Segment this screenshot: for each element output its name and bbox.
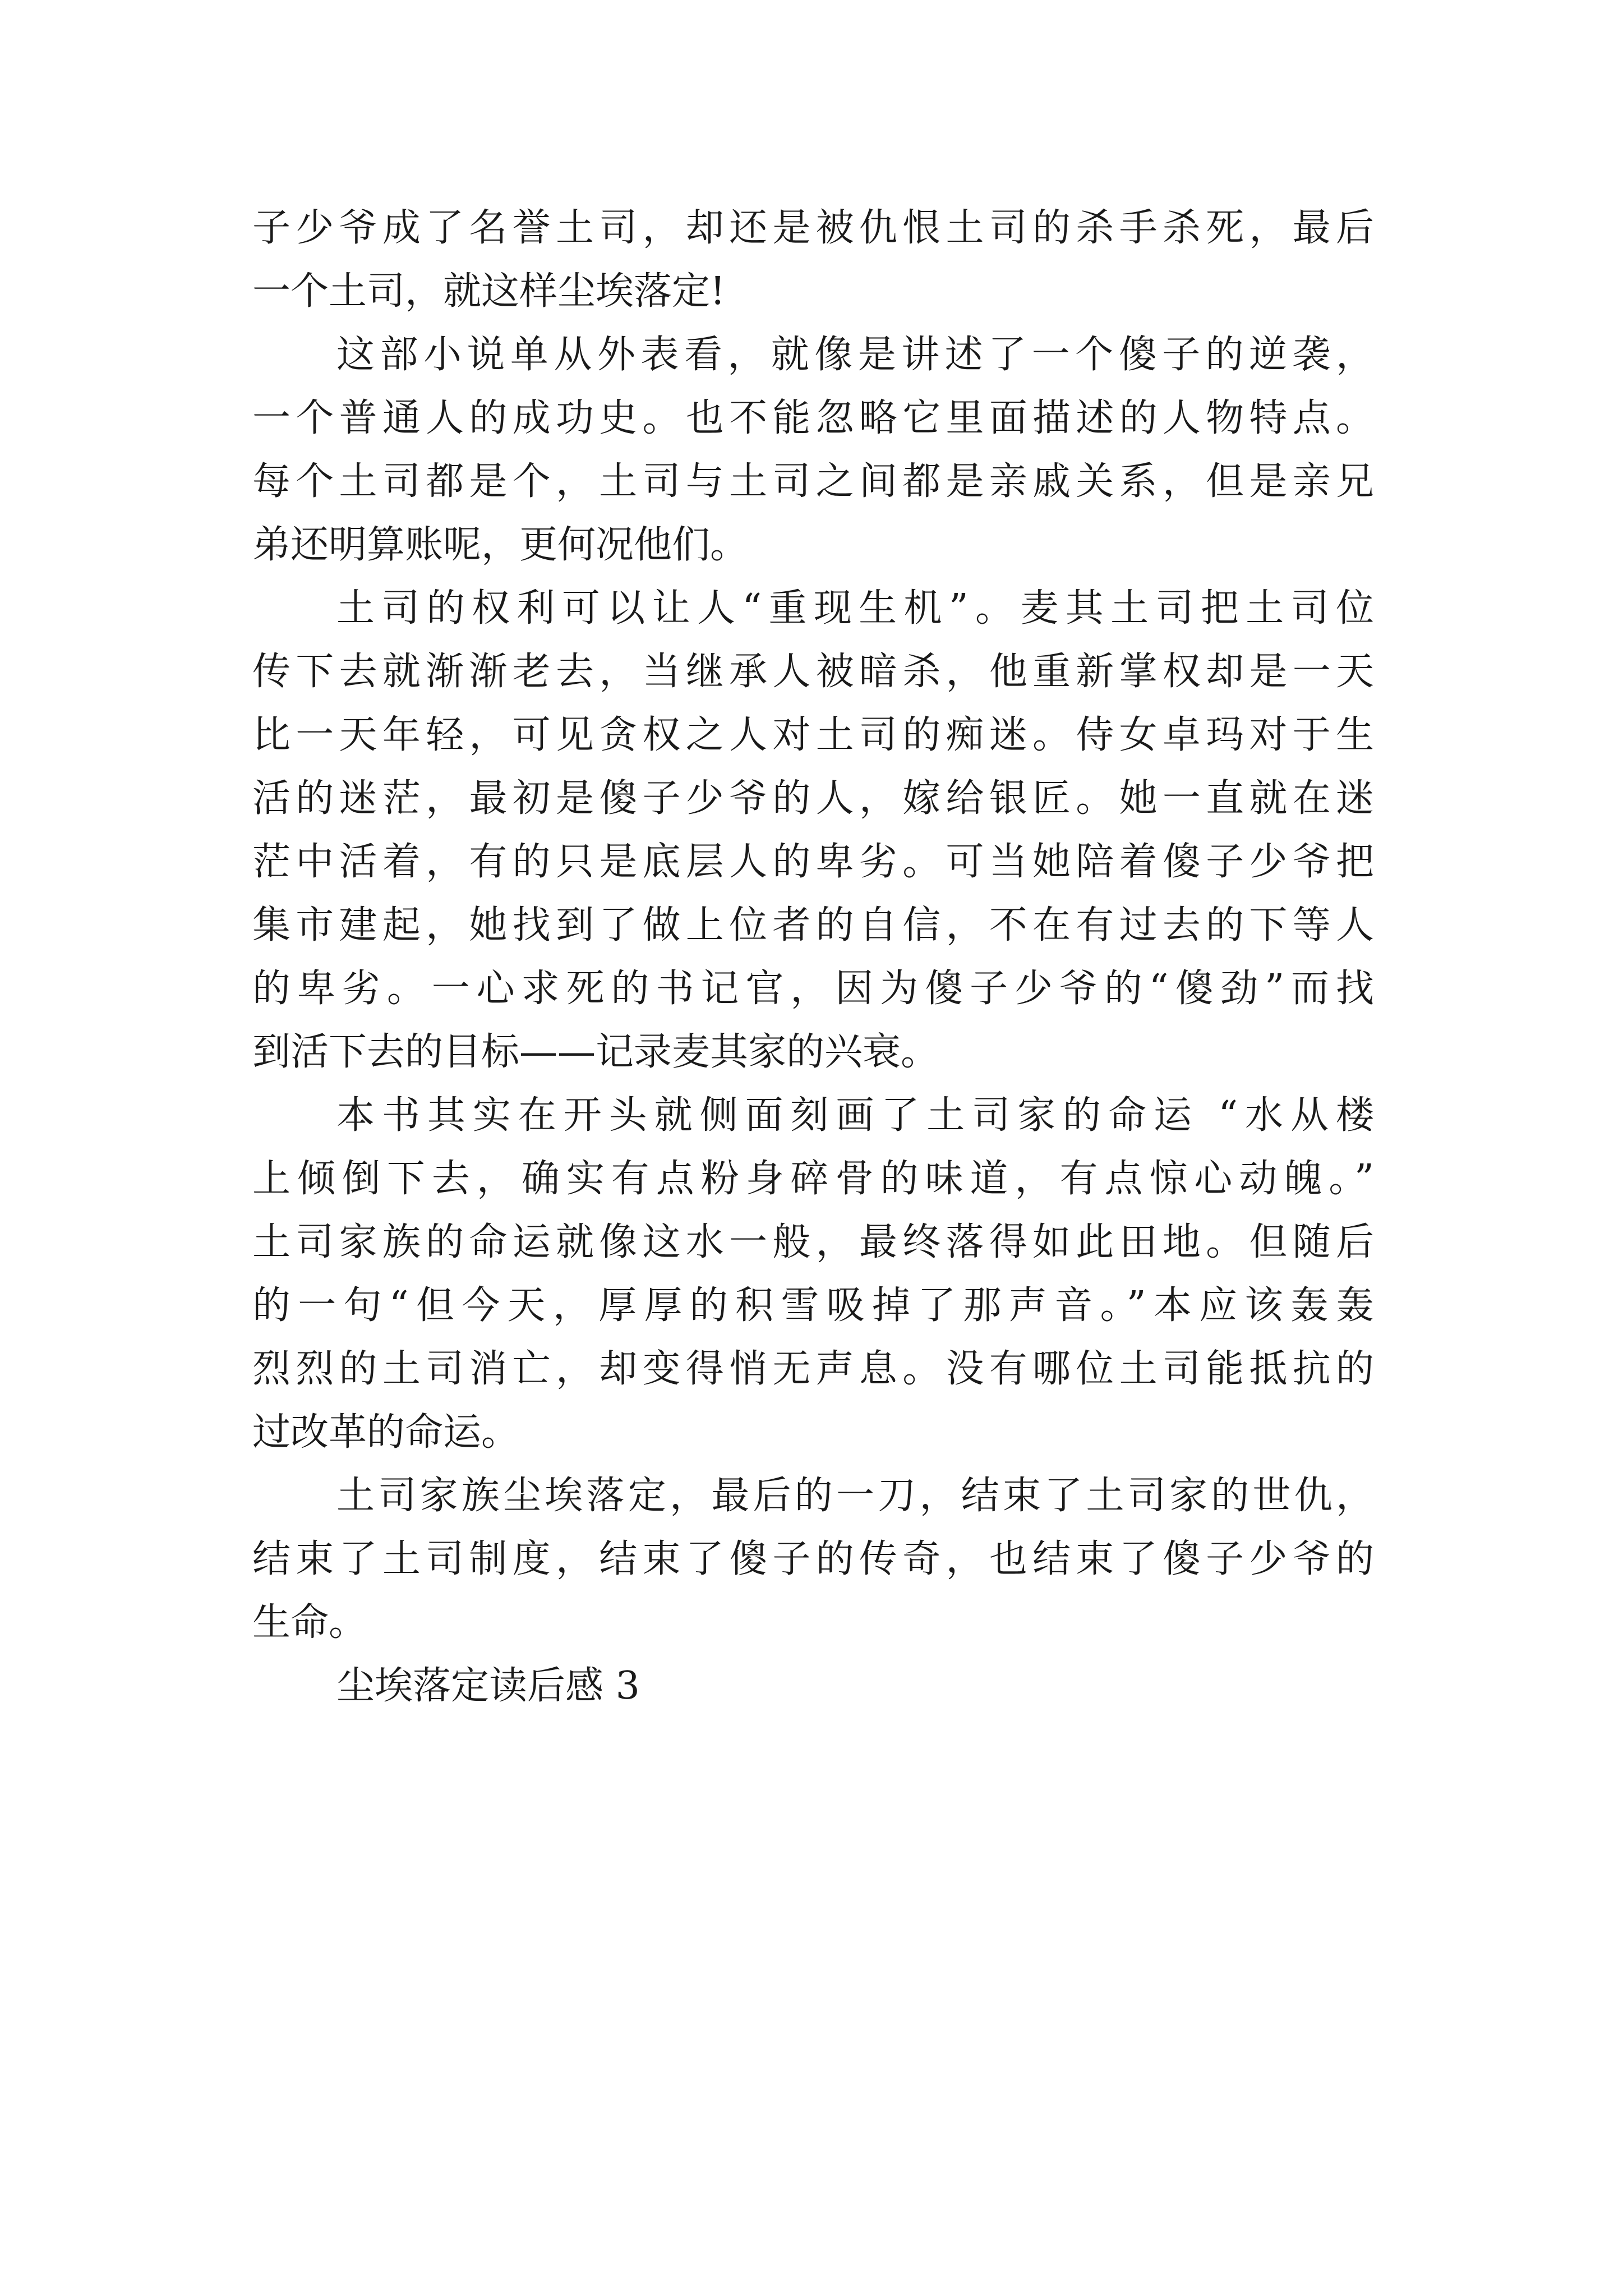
body-text <box>252 196 1374 1718</box>
text-line: 一个土司，就这样尘埃落定! <box>252 269 726 314</box>
text-line: 生命。 <box>252 1600 367 1645</box>
text-line: 弟还明算账呢，更何况他们。 <box>252 523 749 567</box>
text-line: 到活下去的目标——记录麦其家的兴衰。 <box>252 1030 939 1074</box>
text-line: 集市建起，她找到了做上位者的自信，不在有过去的下等人 <box>252 903 1374 947</box>
section-heading: 尘埃落定读后感 3 <box>336 1664 640 1708</box>
text-line: 上倾倒下去，确实有点粉身碎骨的味道，有点惊心动魄。” <box>252 1157 1374 1201</box>
text-line: 土司家族的命运就像这水一般，最终落得如此田地。但随后 <box>252 1220 1374 1264</box>
text-line: 传下去就渐渐老去，当继承人被暗杀，他重新掌权却是一天 <box>252 650 1374 694</box>
text-line: 比一天年轻，可见贪权之人对土司的痴迷。侍女卓玛对于生 <box>252 713 1374 757</box>
text-line: 结束了土司制度，结束了傻子的传奇，也结束了傻子少爷的 <box>252 1537 1374 1581</box>
text-line: 茫中活着，有的只是底层人的卑劣。可当她陪着傻子少爷把 <box>252 840 1374 884</box>
text-line: 的一句“但今天，厚厚的积雪吸掉了那声音。”本应该轰轰 <box>252 1283 1374 1328</box>
paragraph-first-line: 土司的权利可以让人“重现生机”。麦其土司把土司位 <box>336 586 1374 631</box>
text-line: 烈烈的土司消亡，却变得悄无声息。没有哪位土司能抵抗的 <box>252 1347 1374 1391</box>
text-line: 每个土司都是个，土司与土司之间都是亲戚关系，但是亲兄 <box>252 459 1374 504</box>
text-line: 过改革的命运。 <box>252 1410 520 1455</box>
text-line: 活的迷茫，最初是傻子少爷的人，嫁给银匠。她一直就在迷 <box>252 776 1374 821</box>
paragraph-first-line: 土司家族尘埃落定，最后的一刀，结束了土司家的世仇， <box>336 1474 1374 1518</box>
paragraph-first-line: 这部小说单从外表看，就像是讲述了一个傻子的逆袭， <box>336 333 1374 377</box>
text-line: 一个普通人的成功史。也不能忽略它里面描述的人物特点。 <box>252 396 1374 440</box>
paragraph-first-line: 本书其实在开头就侧面刻画了土司家的命运 “水从楼 <box>336 1093 1374 1138</box>
text-line: 子少爷成了名誉土司，却还是被仇恨土司的杀手杀死，最后 <box>252 206 1374 250</box>
text-line: 的卑劣。一心求死的书记官，因为傻子少爷的“傻劲”而找 <box>252 967 1374 1011</box>
